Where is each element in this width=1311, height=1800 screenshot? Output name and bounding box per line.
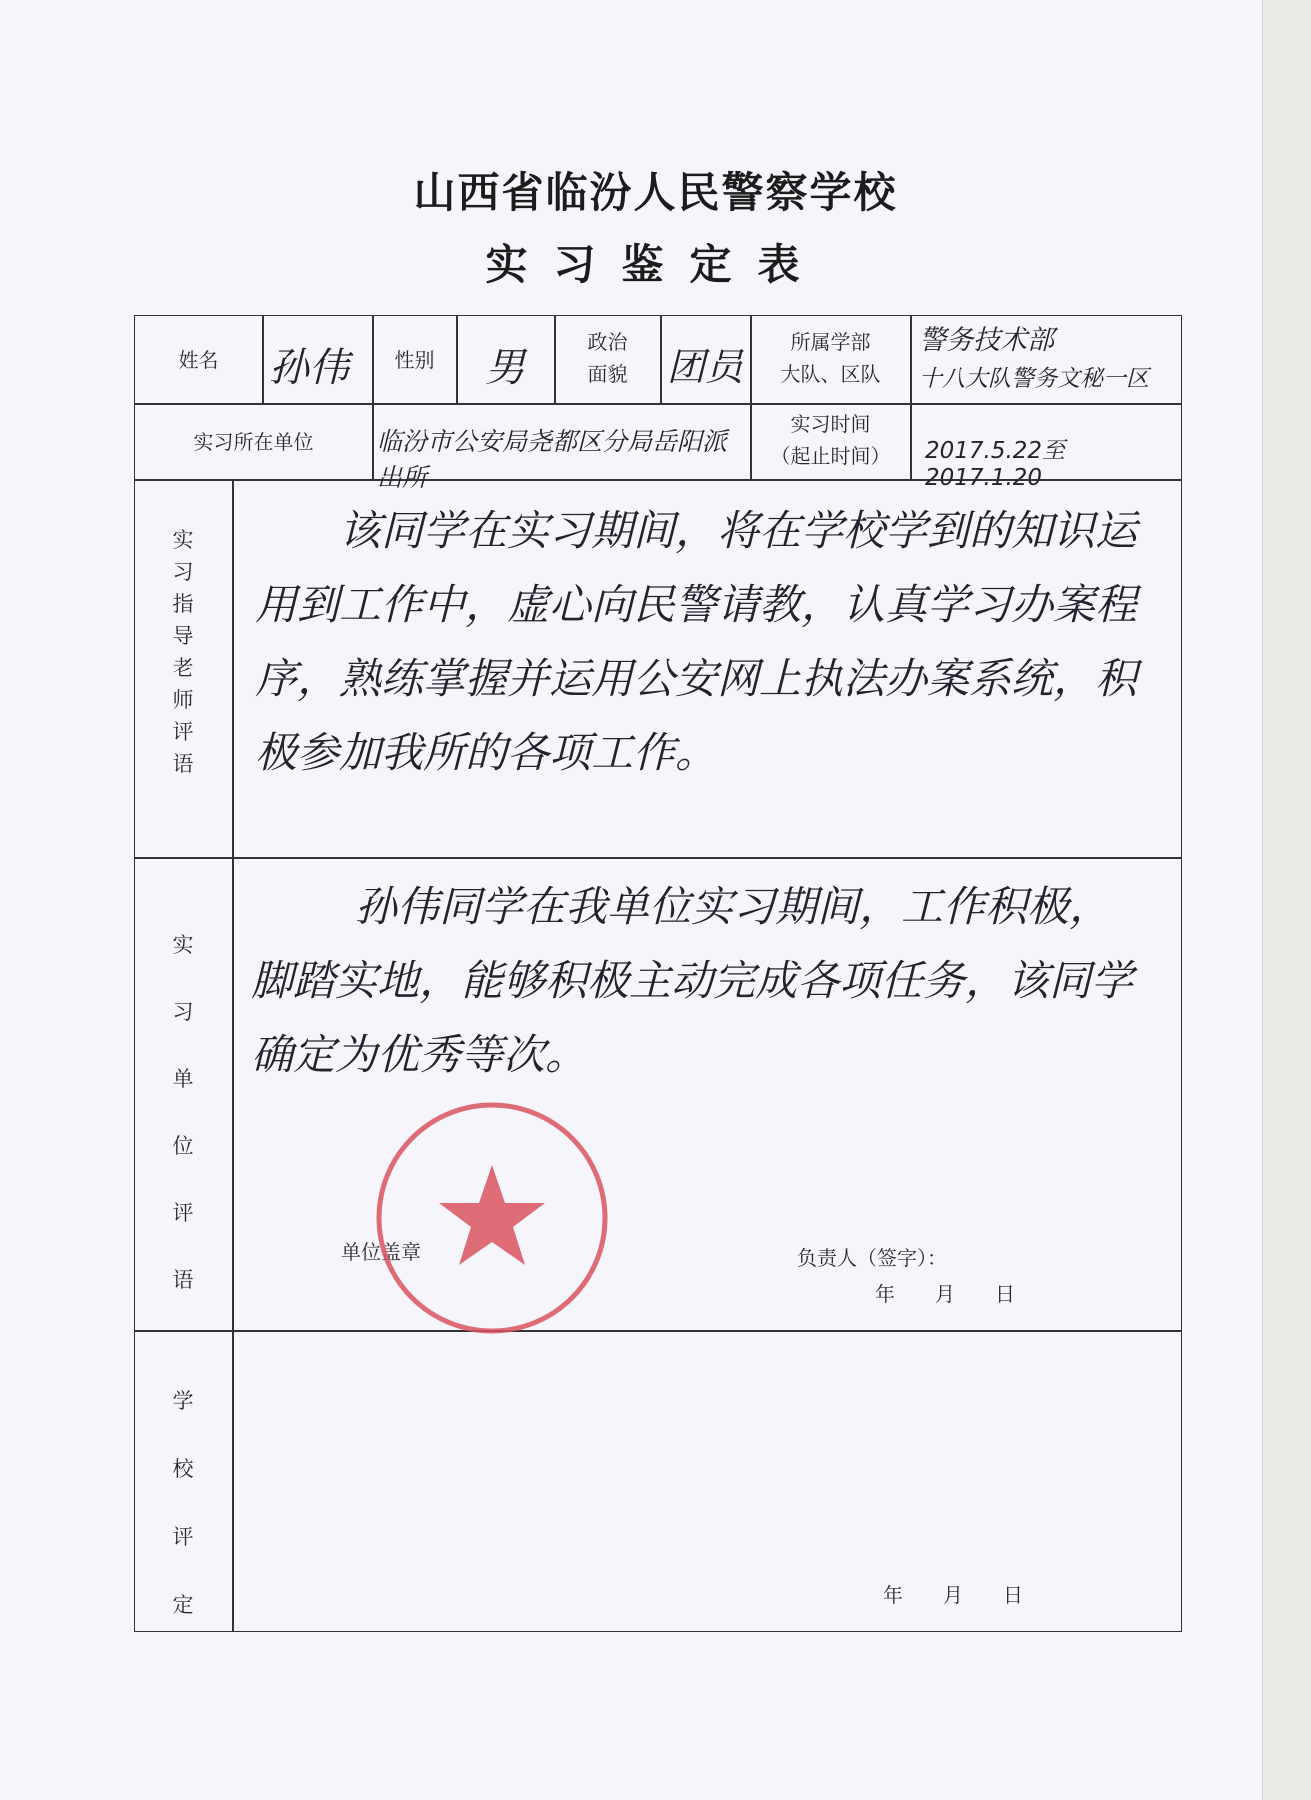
department-label-cell	[750, 315, 912, 405]
responsible-label: 负责人（签字）：	[797, 1246, 947, 1270]
political-label-2: 面貌	[587, 362, 628, 386]
unit-value: 临汾市公安局尧都区分局岳阳派出所	[377, 427, 728, 492]
teacher-label: 实 习 指 导 老 师 评 语	[172, 528, 194, 776]
political-value-cell	[660, 315, 752, 405]
star-icon	[439, 1165, 545, 1265]
gender-label: 性别	[394, 348, 435, 372]
political-label-1: 政治	[587, 330, 628, 354]
period-label-cell	[750, 403, 912, 481]
gender-label-cell	[372, 315, 458, 405]
teacher-label-cell	[134, 479, 234, 859]
unit-value-cell	[372, 403, 752, 492]
unit-comment-label: 实 习 单 位 评 语	[172, 933, 194, 1292]
department-value-1: 警务技术部	[919, 325, 1054, 356]
name-value: 孙伟	[269, 345, 349, 391]
department-label-2: 大队、区队	[780, 362, 881, 386]
gender-value-cell	[456, 315, 556, 405]
seal-label: 单位盖章	[341, 1240, 421, 1264]
school-label: 学 校 评 定	[172, 1389, 194, 1617]
period-label-1: 实习时间	[790, 412, 871, 436]
unit-label: 实习所在单位	[193, 430, 314, 454]
name-label-cell	[134, 315, 264, 405]
political-label-cell	[554, 315, 662, 405]
school-evaluation-cell	[232, 1330, 1182, 1632]
teacher-comment: 该同学在实习期间，将在学校学到的知识运用到工作中，虚心向民警请教，认真学习办案程序，熟练掌握并运用公安网上执法办案系统，积极参加我所的各项工作。	[255, 506, 1138, 777]
school-label-cell	[134, 1330, 234, 1632]
school-title: 山西省临汾人民警察学校	[413, 168, 898, 217]
department-value-2: 十八大队警务文秘一区	[919, 366, 1149, 392]
gender-value: 男	[485, 345, 525, 391]
unit-comment-label-cell	[134, 857, 234, 1332]
unit-label-cell	[134, 403, 374, 481]
form-title: 实习鉴定表	[485, 240, 826, 289]
period-value-cell	[910, 403, 1182, 491]
period-value: 2017.5.22至 2017.1.20	[925, 438, 1066, 491]
teacher-comment-cell	[232, 479, 1182, 859]
unit-comment: 孙伟同学在我单位实习期间，工作积极，脚踏实地，能够积极主动完成各项任务，该同学确定为优秀等次。	[251, 882, 1134, 1079]
name-label: 姓名	[178, 348, 219, 372]
political-value: 团员	[667, 345, 744, 389]
date-label-1: 年 月 日	[875, 1282, 1015, 1306]
date-label-2: 年 月 日	[883, 1583, 1023, 1607]
name-value-cell	[262, 315, 374, 405]
department-label-1: 所属学部	[790, 330, 871, 354]
period-label-2: （起止时间）	[770, 444, 891, 468]
official-seal	[367, 1093, 617, 1343]
department-value-cell	[910, 315, 1182, 405]
